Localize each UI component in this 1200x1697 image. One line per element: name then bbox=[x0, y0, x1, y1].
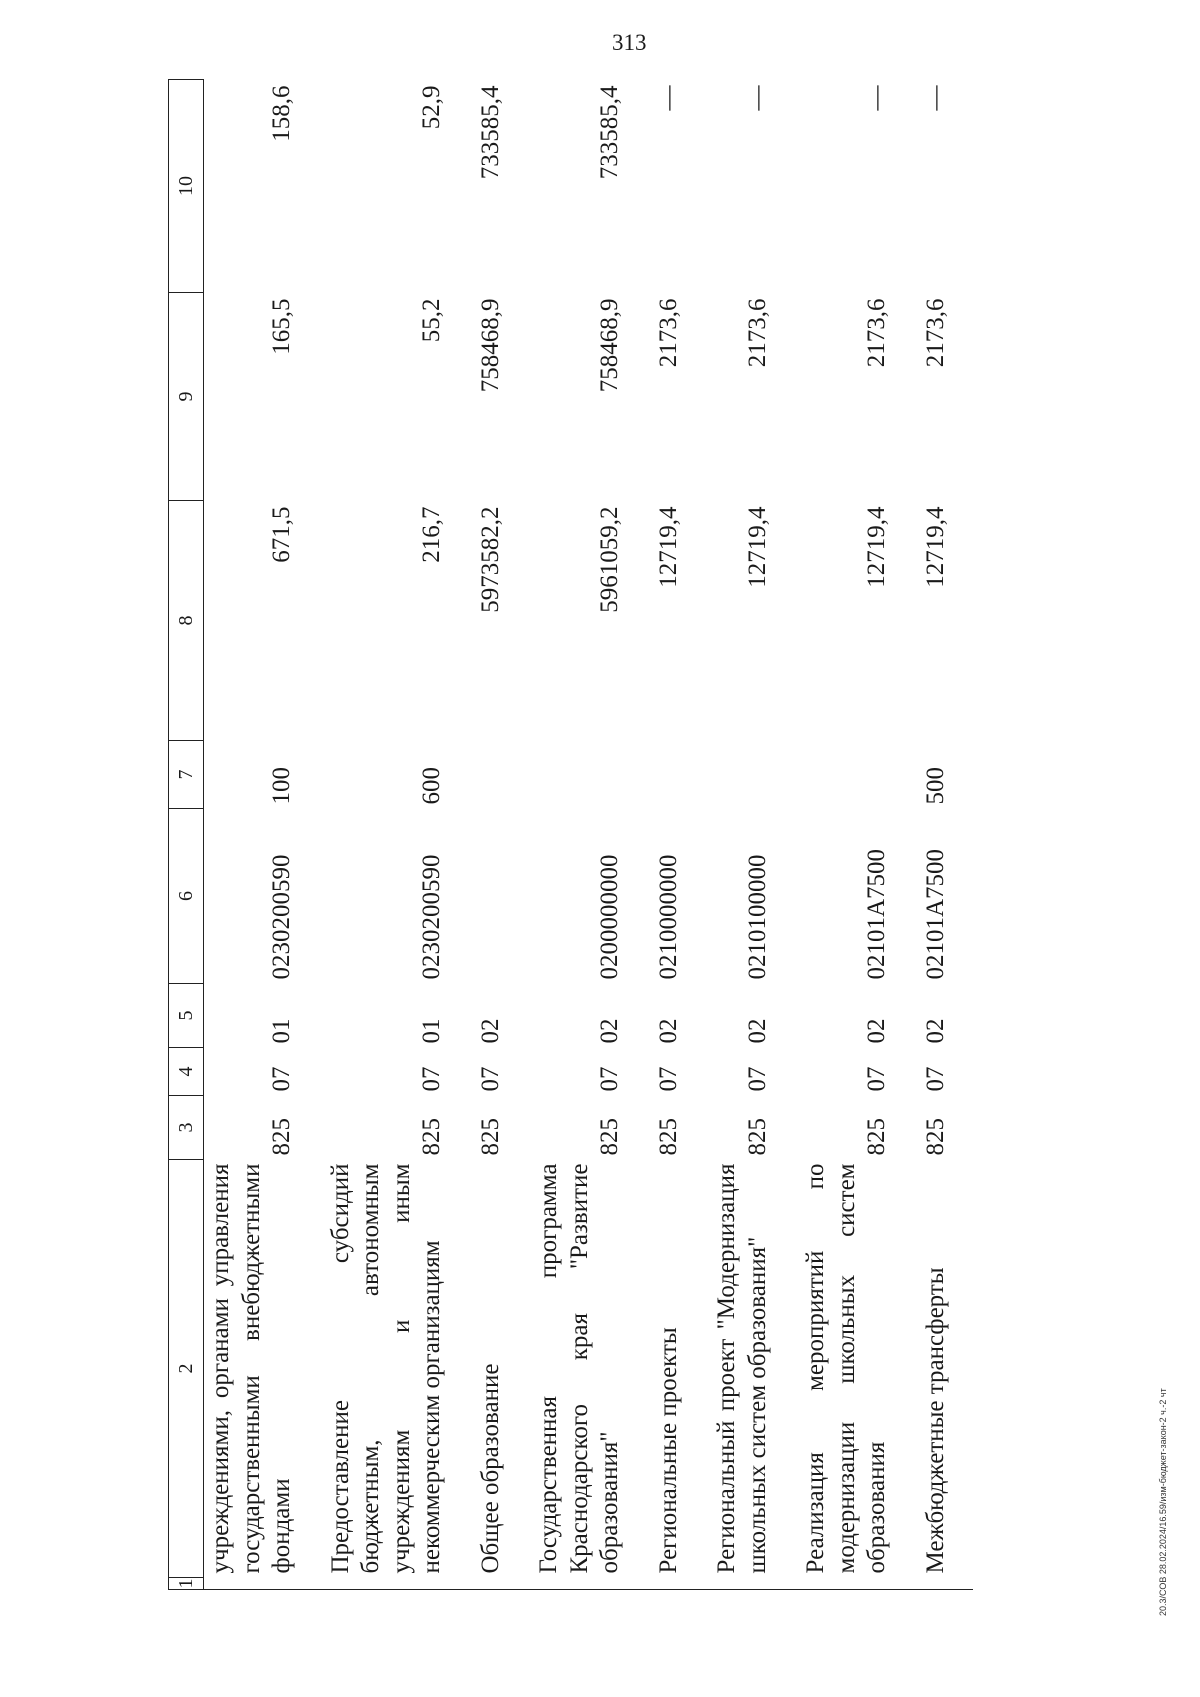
cell-c8: 671,5 bbox=[268, 506, 295, 563]
cell-c10: 733585,4 bbox=[476, 85, 504, 180]
cell-c7: 500 bbox=[921, 767, 949, 805]
cell-c3: 825 bbox=[743, 1118, 771, 1156]
cell-c9: 2173,6 bbox=[863, 298, 890, 368]
row-name: Общее образование bbox=[476, 1363, 504, 1574]
cell-c5: 02 bbox=[921, 1018, 949, 1044]
cell-c10: — bbox=[743, 85, 771, 111]
cell-c5: 02 bbox=[743, 1018, 771, 1044]
column-header: 7 bbox=[169, 741, 204, 809]
cell-c3: 825 bbox=[863, 1118, 890, 1156]
cell-c6: 0210100000 bbox=[743, 854, 771, 980]
row-name: Реализация мероприятий по модернизации школьных систем образования bbox=[802, 1163, 890, 1574]
cell-c8: 12719,4 bbox=[654, 506, 682, 588]
cell-c8: 216,7 bbox=[418, 506, 445, 563]
cell-c9: 2173,6 bbox=[743, 298, 771, 368]
row-spacer bbox=[470, 1578, 529, 1590]
cell-c5: 02 bbox=[476, 1018, 504, 1044]
row-spacer bbox=[648, 1578, 707, 1590]
row-spacer bbox=[915, 1578, 974, 1590]
cell-c9: 165,5 bbox=[268, 298, 295, 355]
table-row bbox=[795, 80, 915, 1590]
cell-c9: 758468,9 bbox=[596, 298, 623, 393]
cell-c5: 02 bbox=[863, 1018, 890, 1044]
row-spacer bbox=[706, 1578, 795, 1590]
row-name: Государственная программа Краснодарского края "Развитие образования" bbox=[535, 1163, 623, 1574]
row-name: Региональный проект "Модернизация школьных систем образования" bbox=[713, 1163, 771, 1574]
cell-c7 bbox=[648, 741, 707, 809]
cell-c7: 600 bbox=[418, 767, 445, 805]
cell-c3: 825 bbox=[476, 1118, 504, 1156]
table-row bbox=[528, 80, 648, 1590]
table-row bbox=[204, 80, 320, 1590]
cell-c8: 12719,4 bbox=[863, 506, 890, 588]
cell-c7 bbox=[528, 741, 648, 809]
cell-c4: 07 bbox=[921, 1066, 949, 1092]
table-row bbox=[915, 80, 974, 1590]
cell-c8: 5961059,2 bbox=[596, 506, 623, 613]
footer-document-code: 20.3/СОВ 28.02.2024/16.59/изм-бюджет-закон-2 ч.-2 чт bbox=[1158, 1388, 1168, 1616]
cell-c10: — bbox=[654, 85, 682, 111]
budget-table bbox=[168, 79, 973, 1590]
row-spacer bbox=[795, 1578, 915, 1590]
cell-c3: 825 bbox=[596, 1118, 623, 1156]
table-header-row bbox=[169, 80, 204, 1590]
column-header: 3 bbox=[169, 1096, 204, 1160]
cell-c6: 0210000000 bbox=[654, 854, 682, 980]
column-header: 4 bbox=[169, 1048, 204, 1096]
cell-c10: — bbox=[921, 85, 949, 111]
cell-c6: 0230200590 bbox=[418, 854, 445, 980]
column-header: 5 bbox=[169, 984, 204, 1048]
table-row bbox=[648, 80, 707, 1590]
row-name: Предоставление субсидий бюджетным, автономным учреждениям и иным некоммерческим организациям bbox=[326, 1163, 445, 1574]
cell-c5: 02 bbox=[596, 1018, 623, 1044]
cell-c6: 02101A7500 bbox=[863, 848, 890, 980]
cell-c10: 733585,4 bbox=[596, 85, 623, 180]
cell-c5: 01 bbox=[268, 1018, 295, 1044]
page-number: 313 bbox=[612, 30, 647, 55]
cell-c6: 02101A7500 bbox=[921, 848, 949, 980]
cell-c4: 07 bbox=[654, 1066, 682, 1092]
row-spacer bbox=[528, 1578, 648, 1590]
cell-c6: 0230200590 bbox=[268, 854, 295, 980]
cell-c6 bbox=[470, 809, 529, 984]
cell-c3: 825 bbox=[268, 1118, 295, 1156]
cell-c7 bbox=[795, 741, 915, 809]
cell-c10: 158,6 bbox=[268, 85, 295, 142]
column-header: 9 bbox=[169, 293, 204, 501]
cell-c7 bbox=[470, 741, 529, 809]
cell-c4: 07 bbox=[596, 1066, 623, 1092]
cell-c9: 2173,6 bbox=[921, 298, 949, 368]
cell-c10: 52,9 bbox=[418, 85, 445, 130]
cell-c9: 55,2 bbox=[418, 298, 445, 343]
column-header: 8 bbox=[169, 501, 204, 741]
cell-c3: 825 bbox=[921, 1118, 949, 1156]
cell-c4: 07 bbox=[418, 1066, 445, 1092]
cell-c9: 758468,9 bbox=[476, 298, 504, 393]
cell-c8: 12719,4 bbox=[921, 506, 949, 588]
column-header: 6 bbox=[169, 809, 204, 984]
column-header: 10 bbox=[169, 80, 204, 293]
cell-c8: 5973582,2 bbox=[476, 506, 504, 613]
cell-c4: 07 bbox=[743, 1066, 771, 1092]
cell-c4: 07 bbox=[268, 1066, 295, 1092]
column-header: 2 bbox=[169, 1160, 204, 1578]
cell-c6: 0200000000 bbox=[596, 854, 623, 980]
cell-c7 bbox=[706, 741, 795, 809]
cell-c8: 12719,4 bbox=[743, 506, 771, 588]
cell-c9: 2173,6 bbox=[654, 298, 682, 368]
cell-c3: 825 bbox=[418, 1118, 445, 1156]
cell-c4: 07 bbox=[863, 1066, 890, 1092]
budget-table-rotated bbox=[168, 80, 1068, 1590]
row-spacer bbox=[204, 1578, 320, 1590]
cell-c10: — bbox=[863, 85, 890, 111]
cell-c5: 02 bbox=[654, 1018, 682, 1044]
column-header: 1 bbox=[169, 1578, 204, 1590]
cell-c3: 825 bbox=[654, 1118, 682, 1156]
cell-c4: 07 bbox=[476, 1066, 504, 1092]
row-name: Региональные проекты bbox=[654, 1327, 682, 1574]
table-row bbox=[320, 80, 470, 1590]
cell-c5: 01 bbox=[418, 1018, 445, 1044]
row-name: учреждениями, органами управления государственными внебюджетными фондами bbox=[207, 1163, 295, 1574]
row-spacer bbox=[320, 1578, 470, 1590]
cell-c7: 100 bbox=[268, 767, 295, 805]
row-name: Межбюджетные трансферты bbox=[921, 1267, 949, 1574]
table-row bbox=[470, 80, 529, 1590]
table-row bbox=[706, 80, 795, 1590]
